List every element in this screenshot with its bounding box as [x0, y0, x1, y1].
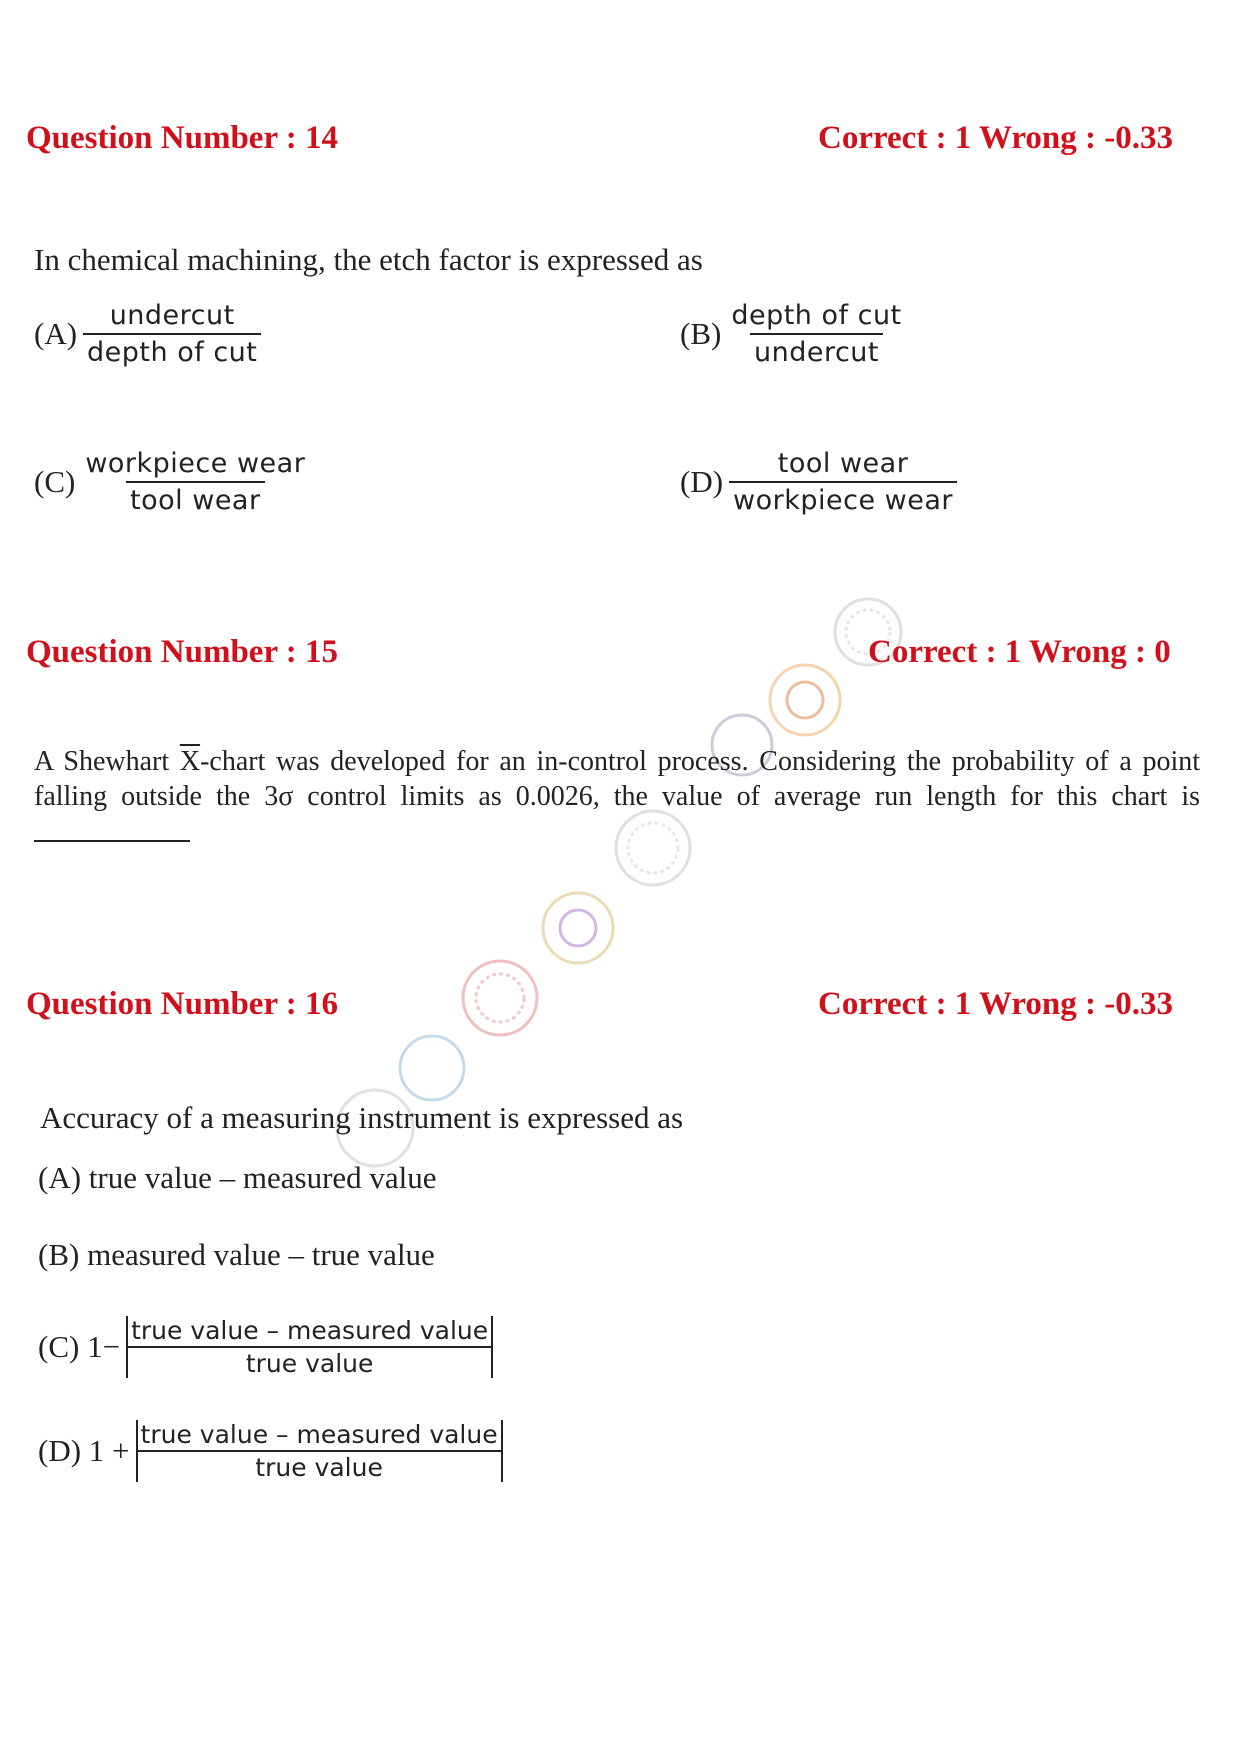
option-text: true value – measured value	[88, 1160, 437, 1195]
fraction	[727, 300, 905, 368]
denominator: true value	[138, 1450, 501, 1482]
fraction	[138, 1420, 501, 1482]
question-text-16: Accuracy of a measuring instrument is expressed as	[40, 1100, 684, 1135]
denominator: tool wear	[126, 481, 265, 516]
text-before: A Shewhart	[34, 746, 180, 777]
option-prefix: 1−	[87, 1329, 121, 1364]
marks-q15: Correct : 1 Wrong : 0	[868, 634, 1171, 670]
option-text: measured value – true value	[87, 1237, 435, 1272]
option-label: (D)	[680, 464, 724, 499]
numerator: workpiece wear	[85, 448, 306, 479]
numerator: tool wear	[777, 448, 909, 479]
option-label: (D)	[38, 1433, 82, 1468]
option-d-q14[interactable]	[680, 448, 957, 516]
fraction	[128, 1316, 491, 1378]
denominator: workpiece wear	[729, 481, 957, 516]
fraction	[83, 300, 261, 368]
denominator: true value	[128, 1346, 491, 1378]
option-label: (B)	[680, 316, 722, 351]
option-prefix: 1 +	[88, 1433, 130, 1468]
option-label: (C)	[34, 464, 76, 499]
question-number-14: Question Number : 14	[26, 120, 338, 156]
option-b-q16[interactable]	[38, 1237, 435, 1273]
option-a-q14[interactable]	[34, 300, 261, 368]
question-text-15	[34, 744, 1200, 851]
numerator: true value – measured value	[140, 1420, 498, 1449]
answer-blank[interactable]	[34, 814, 190, 842]
option-b-q14[interactable]	[680, 300, 906, 368]
denominator: undercut	[750, 333, 883, 368]
option-label: (C)	[38, 1329, 80, 1364]
denominator: depth of cut	[83, 333, 261, 368]
numerator: depth of cut	[731, 300, 902, 331]
x-bar-symbol: $\overline{X}$	[179, 746, 201, 777]
marks-q14: Correct : 1 Wrong : -0.33	[818, 120, 1173, 156]
option-label: (A)	[34, 316, 78, 351]
question-text-14: In chemical machining, the etch factor is expressed as	[34, 242, 703, 277]
fraction	[81, 448, 309, 516]
seal-icon	[400, 1036, 464, 1100]
option-d-q16[interactable]	[38, 1420, 503, 1482]
numerator: true value – measured value	[131, 1316, 489, 1345]
fraction	[729, 448, 957, 516]
option-c-q14[interactable]	[34, 448, 309, 516]
seal-icon	[543, 893, 613, 963]
text-after: -chart was developed for an in-control process. Considering the probability of a point falling outside the 3σ control limits as 0.0026, the value of average run length for this chart is	[34, 746, 1201, 812]
marks-q16: Correct : 1 Wrong : -0.33	[818, 986, 1173, 1022]
seal-icon	[770, 665, 840, 735]
abs-bar-right	[491, 1316, 493, 1378]
absolute-value	[136, 1420, 503, 1482]
seal-icon	[463, 961, 537, 1035]
question-number-15: Question Number : 15	[26, 634, 338, 670]
option-a-q16[interactable]	[38, 1160, 437, 1196]
option-c-q16[interactable]	[38, 1316, 493, 1378]
abs-bar-right	[501, 1420, 503, 1482]
option-label: (A)	[38, 1160, 82, 1195]
numerator: undercut	[109, 300, 235, 331]
option-label: (B)	[38, 1237, 80, 1272]
question-number-16: Question Number : 16	[26, 986, 338, 1022]
absolute-value	[126, 1316, 493, 1378]
